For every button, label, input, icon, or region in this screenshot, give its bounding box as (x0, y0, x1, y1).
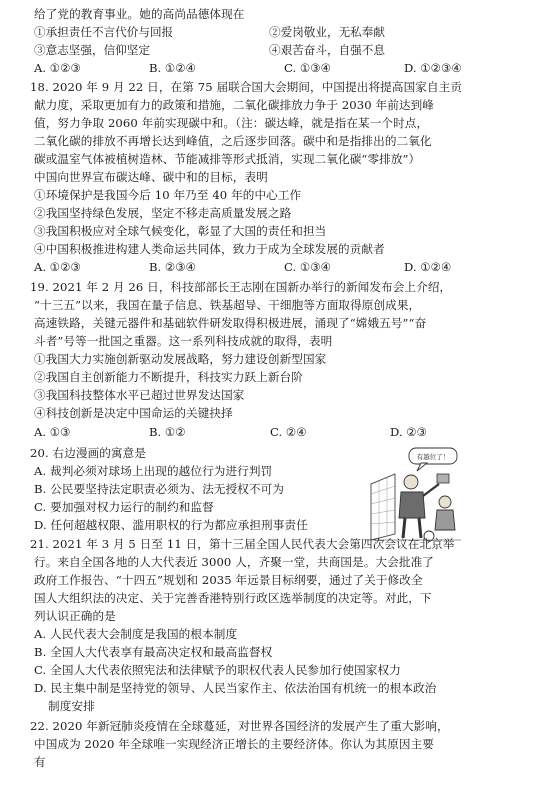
flag-icon (437, 474, 449, 483)
q20-option-a[interactable]: A. 裁判必须对球场上出现的越位行为进行判罚 (34, 464, 273, 478)
q22-stem-line-1: 22. 2020 年新冠肺炎疫情在全球蔓延，对世界各国经济的发展产生了重大影响， (30, 719, 449, 733)
goal-post-frame (371, 474, 395, 540)
referee-head (404, 475, 418, 489)
q19-stem-line-1: 19. 2021 年 2 月 26 日，科技部部长王志刚在国新办举行的新闻发布会上介绍， (30, 280, 452, 294)
q18-statement-2: ②我国坚持绿色发展，坚定不移走高质量发展之路 (34, 206, 292, 220)
q18-stem-line-3: 值，努力争取 2060 年前实现碳中和。（注：碳达峰，就是指在某一个时点， (34, 116, 429, 130)
speech-bubble-text: 有越位了！ (416, 453, 450, 461)
q20-option-c[interactable]: C. 要加强对权力运行的制约和监督 (34, 500, 214, 514)
q20-cartoon (365, 444, 461, 544)
q19-option-c[interactable]: C. ②④ (270, 425, 307, 439)
q17-intro: 给了党的教育事业。她的高尚品德体现在 (34, 7, 245, 21)
q21-option-b[interactable]: B. 全国人大代表享有最高决定权和最高监督权 (34, 645, 273, 659)
q17-statement-4: ④艰苦奋斗，自强不息 (269, 43, 385, 57)
q17-statement-2: ②爱岗敬业，无私奉献 (269, 25, 385, 39)
q18-stem-line-2: 献力度，采取更加有力的政策和措施，二氧化碳排放力争于 2030 年前达到峰 (34, 98, 434, 112)
q19-option-b[interactable]: B. ①② (149, 425, 186, 439)
q18-stem-line-6: 中国向世界宣布碳达峰、碳中和的目标，表明 (34, 170, 268, 184)
q17-option-b[interactable]: B. ①②④ (149, 61, 197, 75)
q20-stem: 20. 右边漫画的寓意是 (30, 446, 147, 460)
q19-statement-3: ③我国科技整体水平已超过世界发达国家 (34, 388, 245, 402)
q19-statement-4: ④科技创新是决定中国命运的关键抉择 (34, 406, 233, 420)
q17-option-a[interactable]: A. ①②③ (34, 61, 81, 75)
cartoon-illustration (365, 444, 461, 544)
q19-stem-line-4: 斗者”号等一批国之重器。这一系列科技成就的取得，表明 (34, 334, 333, 348)
q20-option-d[interactable]: D. 任何超越权限、滥用职权的行为都应承担刑事责任 (34, 518, 308, 532)
player-head (439, 496, 451, 508)
goal-net (371, 478, 395, 538)
referee-body (399, 492, 425, 518)
q22-stem-line-2: 中国成为 2020 年全球唯一实现经济正增长的主要经济体。你认为其原因主要 (34, 737, 434, 751)
q21-stem-line-1: 21. 2021 年 3 月 5 日至 11 日，第十三届全国人民代表大会第四次会议在北京举 (30, 537, 455, 551)
q19-stem-line-2: “十三五”以来，我国在量子信息、铁基超导、干细胞等方面取得原创成果， (34, 298, 421, 312)
referee-arm (423, 484, 439, 496)
q18-stem-line-4: 二氧化碳的排放不再增长达到峰值，之后逐步回落。碳中和是指排出的二氧化 (34, 134, 432, 148)
q17-option-d[interactable]: D. ①②③④ (404, 61, 462, 75)
q19-statement-2: ②我国自主创新能力不断提升，科技实力跃上新台阶 (34, 370, 303, 384)
q21-stem-line-3: 政府工作报告、“十四五”规划和 2035 年远景目标纲要，通过了关于修改全 (34, 573, 423, 587)
q21-option-d-continued: 制度安排 (48, 699, 95, 713)
q21-stem-line-4: 国人大组织法的决定、关于完善香港特别行政区选举制度的决定等。对此，下 (34, 591, 432, 605)
q17-statement-3: ③意志坚强，信仰坚定 (34, 43, 150, 57)
q18-statement-4: ④中国积极推进构建人类命运共同体，致力于成为全球发展的贡献者 (34, 242, 385, 256)
q19-option-a[interactable]: A. ①③ (34, 425, 71, 439)
q18-option-c[interactable]: C. ①③④ (284, 260, 332, 274)
q21-option-a[interactable]: A. 人民代表大会制度是我国的根本制度 (34, 627, 238, 641)
q17-statement-1: ①承担责任不言代价与回报 (34, 25, 174, 39)
q19-option-d[interactable]: D. ②③ (390, 425, 428, 439)
q21-stem-line-2: 行。来自全国各地的人大代表近 3000 人，齐聚一堂，共商国是。大会批准了 (34, 555, 434, 569)
q21-stem-line-5: 列认识正确的是 (34, 609, 116, 623)
q19-stem-line-3: 高速铁路，关键元器件和基础软件研发取得积极进展，涌现了“嫦娥五号”“奋 (34, 316, 427, 330)
q18-statement-3: ③我国积极应对全球气候变化，彰显了大国的责任和担当 (34, 224, 327, 238)
q18-option-a[interactable]: A. ①②③ (34, 260, 81, 274)
q18-statement-1: ①环境保护是我国今后 10 年乃至 40 年的中心工作 (34, 188, 302, 202)
q18-option-d[interactable]: D. ①②④ (404, 260, 452, 274)
q20-option-b[interactable]: B. 公民要坚持法定职责必须为、法无授权不可为 (34, 482, 285, 496)
q17-option-c[interactable]: C. ①③④ (284, 61, 332, 75)
q21-option-d[interactable]: D. 民主集中制是坚持党的领导、人民当家作主、依法治国有机统一的根本政治 (34, 681, 437, 695)
q18-stem-line-1: 18. 2020 年 9 月 22 日，在第 75 届联合国大会期间，中国提出将提高国家自主贡 (30, 80, 463, 94)
q22-stem-line-3: 有 (34, 755, 46, 769)
player-body (435, 510, 455, 530)
referee-legs (403, 518, 421, 538)
q19-statement-1: ①我国大力实施创新驱动发展战略，努力建设创新型国家 (34, 352, 327, 366)
q18-option-b[interactable]: B. ②③④ (149, 260, 197, 274)
q18-stem-line-5: 碳或温室气体被植树造林、节能减排等形式抵消，实现二氧化碳“零排放”） (34, 152, 421, 166)
q21-option-c[interactable]: C. 全国人大代表依照宪法和法律赋予的职权代表人民参加行使国家权力 (34, 663, 401, 677)
